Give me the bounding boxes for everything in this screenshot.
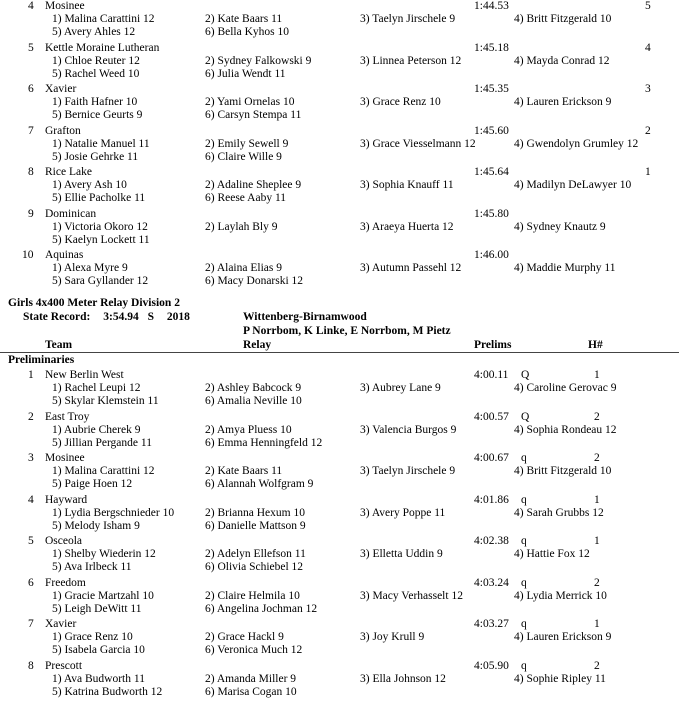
leg-3: 3) Araeya Huerta 12	[360, 220, 454, 233]
leg-5: 5) Bernice Geurts 9	[52, 109, 143, 121]
heat-number: 1	[594, 369, 600, 381]
team-name: Xavier	[45, 83, 77, 95]
place: 6	[28, 576, 34, 589]
leg-2: 2) Adelyn Ellefson 11	[205, 548, 306, 560]
leg-6: 6) Angelina Jochman 12	[205, 602, 318, 615]
result-time: 1:45.80	[474, 207, 509, 220]
leg-3: 3) Valencia Burgos 9	[360, 423, 457, 436]
leg-2: 2) Kate Baars 11	[205, 13, 283, 25]
result-time: 4:00.57	[474, 410, 509, 423]
qualifier: q	[521, 452, 527, 464]
leg-2: 2) Amanda Miller 9	[205, 672, 297, 685]
place: 10	[22, 249, 34, 261]
team-name: Xavier	[45, 618, 77, 630]
result-time: 1:45.35	[474, 83, 509, 95]
leg-3: 3) Autumn Passehl 12	[360, 262, 462, 274]
leg-6: 6) Reese Aaby 11	[205, 192, 287, 204]
team-name: Kettle Moraine Lutheran	[45, 41, 160, 54]
points: 3	[645, 83, 651, 95]
leg-6: 6) Amalia Neville 10	[205, 395, 302, 407]
leg-5: 5) Kaelyn Lockett 11	[52, 233, 150, 246]
result-time: 1:45.60	[474, 124, 509, 137]
qualifier: Q	[521, 410, 530, 423]
leg-6: 6) Carsyn Stempa 11	[205, 109, 302, 121]
points: 5	[645, 0, 651, 12]
header-relay: Relay	[243, 339, 272, 351]
leg-4: 4) Madilyn DeLawyer 10	[514, 179, 632, 191]
place: 7	[28, 618, 34, 630]
leg-6: 6) Danielle Mattson 9	[205, 519, 306, 532]
leg-5: 5) Rachel Weed 10	[52, 67, 140, 80]
points: 4	[645, 41, 651, 54]
header-heat: H#	[588, 339, 603, 351]
leg-6: 6) Julia Wendt 11	[205, 67, 286, 80]
leg-4: 4) Hattie Fox 12	[514, 548, 590, 560]
heat-number: 1	[594, 493, 600, 506]
leg-5: 5) Ava Irlbeck 11	[52, 561, 132, 573]
record-names: P Norrbom, K Linke, E Norrbom, M Pietz	[243, 325, 451, 337]
place: 9	[28, 207, 34, 220]
record-s: S	[147, 311, 155, 323]
leg-3: 3) Elletta Uddin 9	[360, 548, 443, 560]
result-time: 1:46.00	[474, 249, 509, 261]
leg-1: 1) Rachel Leupi 12	[52, 382, 141, 394]
result-time: 1:44.53	[474, 0, 509, 12]
result-time: 4:03.24	[474, 576, 509, 589]
team-name: Aquinas	[45, 249, 84, 261]
leg-1: 1) Ava Budworth 11	[52, 672, 145, 685]
leg-6: 6) Alannah Wolfgram 9	[205, 478, 314, 490]
heat-number: 1	[594, 535, 600, 547]
place: 6	[28, 83, 34, 95]
leg-3: 3) Grace Viesselmann 12	[360, 137, 476, 150]
state-record	[23, 311, 190, 324]
leg-1: 1) Grace Renz 10	[52, 631, 133, 643]
team-name: Rice Lake	[45, 166, 92, 178]
leg-2: 2) Kate Baars 11	[205, 465, 283, 477]
team-name: Freedom	[45, 576, 86, 589]
leg-3: 3) Macy Verhasselt 12	[360, 589, 463, 602]
heat-number: 2	[594, 410, 600, 423]
leg-5: 5) Katrina Budworth 12	[52, 685, 163, 698]
result-time: 4:01.86	[474, 493, 509, 506]
place: 3	[28, 452, 34, 464]
leg-6: 6) Macy Donarski 12	[205, 275, 304, 287]
leg-4: 4) Sydney Knautz 9	[514, 220, 606, 233]
leg-2: 2) Amya Pluess 10	[205, 423, 292, 436]
leg-5: 5) Sara Gyllander 12	[52, 275, 149, 287]
leg-4: 4) Gwendolyn Grumley 12	[514, 137, 639, 150]
leg-3: 3) Grace Renz 10	[360, 96, 441, 108]
leg-5: 5) Josie Gehrke 11	[52, 150, 139, 163]
qualifier: q	[521, 659, 527, 672]
leg-5: 5) Jillian Pergande 11	[52, 436, 152, 449]
place: 4	[28, 493, 34, 506]
record-team: Wittenberg-Birnamwood	[243, 311, 367, 323]
leg-5: 5) Ellie Pacholke 11	[52, 192, 146, 204]
points: 2	[645, 124, 651, 137]
leg-4: 4) Mayda Conrad 12	[514, 54, 610, 67]
leg-2: 2) Emily Sewell 9	[205, 137, 289, 150]
leg-2: 2) Alaina Elias 9	[205, 262, 282, 274]
team-name: Osceola	[45, 535, 83, 547]
leg-6: 6) Veronica Much 12	[205, 644, 303, 656]
qualifier: Q	[521, 369, 530, 381]
leg-3: 3) Avery Poppe 11	[360, 506, 446, 519]
points: 1	[645, 166, 651, 178]
leg-1: 1) Malina Carattini 12	[52, 465, 155, 477]
leg-2: 2) Claire Helmila 10	[205, 589, 300, 602]
leg-1: 1) Victoria Okoro 12	[52, 220, 148, 233]
leg-5: 5) Avery Ahles 12	[52, 26, 136, 38]
leg-1: 1) Chloe Reuter 12	[52, 54, 140, 67]
leg-5: 5) Leigh DeWitt 11	[52, 602, 142, 615]
leg-3: 3) Taelyn Jirschele 9	[360, 13, 456, 25]
leg-1: 1) Aubrie Cherek 9	[52, 423, 141, 436]
leg-1: 1) Faith Hafner 10	[52, 96, 138, 108]
qualifier: q	[521, 535, 527, 547]
team-name: Prescott	[45, 659, 83, 672]
leg-4: 4) Lauren Erickson 9	[514, 96, 612, 108]
leg-2: 2) Sydney Falkowski 9	[205, 54, 312, 67]
qualifier: q	[521, 618, 527, 630]
leg-1: 1) Malina Carattini 12	[52, 13, 155, 25]
qualifier: q	[521, 576, 527, 589]
header-divider	[0, 352, 679, 353]
place: 5	[28, 535, 34, 547]
place: 7	[28, 124, 34, 137]
team-name: Grafton	[45, 124, 81, 137]
leg-3: 3) Aubrey Lane 9	[360, 382, 441, 394]
leg-4: 4) Lauren Erickson 9	[514, 631, 612, 643]
event-title: Girls 4x400 Meter Relay Division 2	[8, 297, 180, 309]
leg-2: 2) Yami Ornelas 10	[205, 96, 295, 108]
place: 2	[28, 410, 34, 423]
team-name: Hayward	[45, 493, 88, 506]
leg-3: 3) Joy Krull 9	[360, 631, 425, 643]
leg-5: 5) Melody Isham 9	[52, 519, 140, 532]
header-team: Team	[45, 339, 73, 351]
result-time: 4:00.67	[474, 452, 509, 464]
leg-4: 4) Sophia Rondeau 12	[514, 423, 617, 436]
record-label: State Record:	[23, 311, 91, 323]
leg-6: 6) Bella Kyhos 10	[205, 26, 290, 38]
leg-6: 6) Marisa Cogan 10	[205, 685, 297, 698]
record-time: 3:54.94	[103, 311, 139, 323]
leg-1: 1) Gracie Martzahl 10	[52, 589, 154, 602]
leg-1: 1) Natalie Manuel 11	[52, 137, 150, 150]
leg-2: 2) Grace Hackl 9	[205, 631, 284, 643]
section-title: Preliminaries	[8, 354, 75, 366]
heat-number: 2	[594, 659, 600, 672]
heat-number: 2	[594, 576, 600, 589]
result-time: 4:00.11	[474, 369, 509, 381]
result-time: 4:02.38	[474, 535, 509, 547]
leg-3: 3) Sophia Knauff 11	[360, 179, 454, 191]
leg-2: 2) Laylah Bly 9	[205, 220, 278, 233]
team-name: East Troy	[45, 410, 90, 423]
leg-1: 1) Avery Ash 10	[52, 179, 127, 191]
leg-5: 5) Isabela Garcia 10	[52, 644, 145, 656]
leg-4: 4) Sarah Grubbs 12	[514, 506, 604, 519]
team-name: Mosinee	[45, 452, 85, 464]
leg-3: 3) Taelyn Jirschele 9	[360, 465, 456, 477]
record-year: 2018	[166, 311, 190, 323]
leg-2: 2) Ashley Babcock 9	[205, 382, 302, 394]
leg-3: 3) Ella Johnson 12	[360, 672, 446, 685]
leg-4: 4) Sophie Ripley 11	[514, 672, 606, 685]
leg-4: 4) Caroline Gerovac 9	[514, 382, 617, 394]
team-name: New Berlin West	[45, 369, 124, 381]
leg-4: 4) Britt Fitzgerald 10	[514, 465, 612, 477]
team-name: Dominican	[45, 207, 97, 220]
leg-5: 5) Skylar Klemstein 11	[52, 395, 159, 407]
leg-4: 4) Lydia Merrick 10	[514, 589, 607, 602]
leg-1: 1) Shelby Wiederin 12	[52, 548, 156, 560]
leg-1: 1) Alexa Myre 9	[52, 262, 128, 274]
result-time: 4:05.90	[474, 659, 509, 672]
place: 8	[28, 166, 34, 178]
leg-2: 2) Adaline Sheplee 9	[205, 179, 302, 191]
place: 8	[28, 659, 34, 672]
leg-6: 6) Claire Wille 9	[205, 150, 282, 163]
leg-6: 6) Olivia Schiebel 12	[205, 561, 304, 573]
leg-1: 1) Lydia Bergschnieder 10	[52, 506, 175, 519]
qualifier: q	[521, 493, 527, 506]
leg-4: 4) Britt Fitzgerald 10	[514, 13, 612, 25]
leg-5: 5) Paige Hoen 12	[52, 478, 133, 490]
result-time: 1:45.64	[474, 166, 509, 178]
place: 5	[28, 41, 34, 54]
result-time: 1:45.18	[474, 41, 509, 54]
place: 4	[28, 0, 34, 12]
leg-4: 4) Maddie Murphy 11	[514, 262, 616, 274]
header-prelims: Prelims	[474, 339, 512, 351]
leg-6: 6) Emma Henningfeld 12	[205, 436, 323, 449]
team-name: Mosinee	[45, 0, 85, 12]
leg-3: 3) Linnea Peterson 12	[360, 54, 462, 67]
heat-number: 2	[594, 452, 600, 464]
heat-number: 1	[594, 618, 600, 630]
place: 1	[28, 369, 34, 381]
result-time: 4:03.27	[474, 618, 509, 630]
leg-2: 2) Brianna Hexum 10	[205, 506, 305, 519]
